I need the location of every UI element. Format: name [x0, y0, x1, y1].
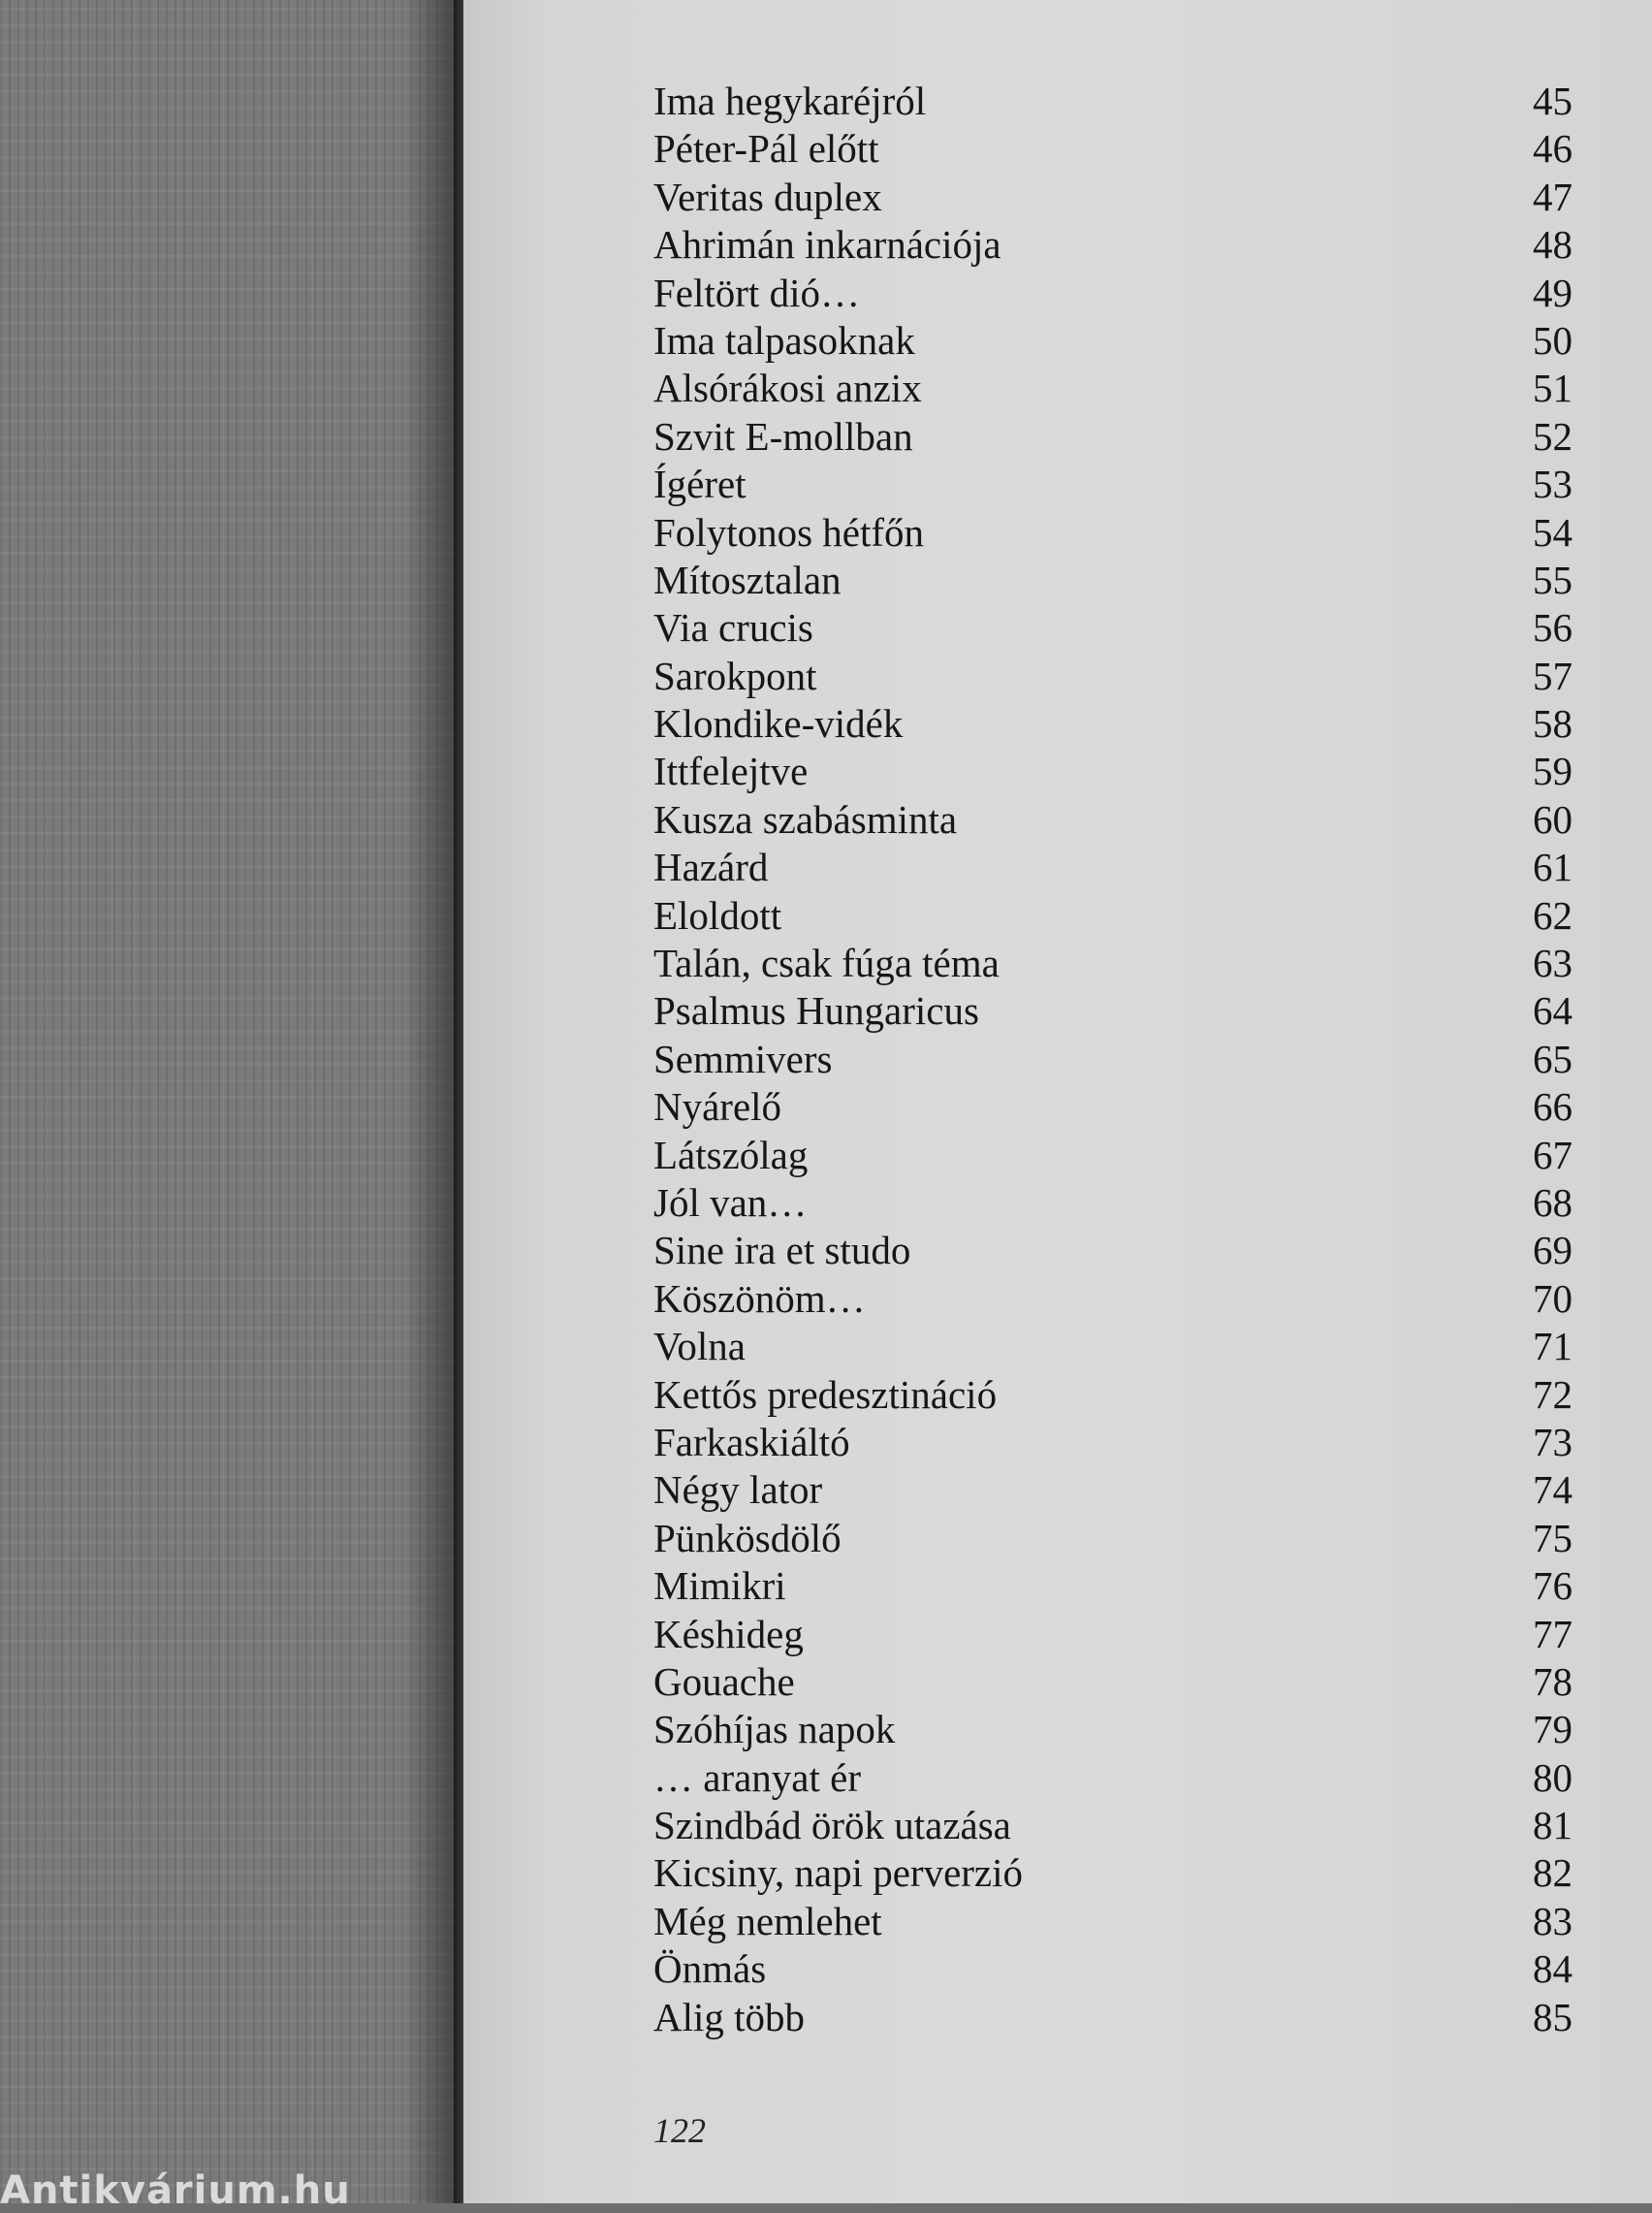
toc-entry — [653, 1179, 1573, 1227]
toc-entry-title: … aranyat ér — [653, 1754, 861, 1800]
toc-entry — [653, 1227, 1573, 1274]
toc-entry-title: Via crucis — [653, 605, 813, 651]
toc-entry — [653, 653, 1573, 700]
toc-entry-page-number: 63 — [1533, 941, 1573, 986]
toc-entry-title: Nyárelő — [653, 1084, 782, 1130]
toc-entry-page-number: 75 — [1533, 1515, 1573, 1560]
toc-entry — [653, 1466, 1573, 1514]
toc-entry — [653, 1036, 1573, 1083]
toc-entry-title: Ígéret — [653, 462, 747, 507]
toc-entry-title: Látszólag — [653, 1132, 809, 1177]
toc-entry-title: Pünkösdölő — [653, 1515, 842, 1560]
toc-entry-title: Még nemlehet — [653, 1898, 882, 1943]
toc-entry-title: Klondike-vidék — [653, 701, 904, 747]
toc-entry-page-number: 68 — [1533, 1179, 1573, 1225]
toc-entry — [653, 940, 1573, 987]
toc-entry-title: Önmás — [653, 1946, 767, 1992]
toc-entry — [653, 1562, 1573, 1610]
table-of-contents — [653, 78, 1573, 2041]
toc-entry-title: Feltört dió… — [653, 270, 860, 315]
toc-entry — [653, 221, 1573, 269]
toc-entry-page-number: 51 — [1533, 366, 1573, 411]
toc-entry — [653, 1994, 1573, 2041]
toc-entry — [653, 796, 1573, 844]
toc-entry-page-number: 78 — [1533, 1658, 1573, 1704]
toc-entry — [653, 270, 1573, 317]
toc-entry-page-number: 64 — [1533, 988, 1573, 1034]
toc-entry — [653, 1275, 1573, 1323]
toc-entry-title: Ima hegykaréjról — [653, 79, 927, 123]
toc-entry — [653, 413, 1573, 461]
toc-entry-title: Ima talpasoknak — [653, 317, 915, 363]
toc-entry — [653, 1658, 1573, 1706]
toc-entry — [653, 987, 1573, 1035]
toc-entry-page-number: 76 — [1533, 1563, 1573, 1609]
toc-entry — [653, 1945, 1573, 1993]
toc-entry — [653, 1898, 1573, 1945]
toc-entry — [653, 1323, 1573, 1370]
toc-entry-page-number: 79 — [1533, 1707, 1573, 1752]
toc-entry-title: Köszönöm… — [653, 1275, 866, 1321]
toc-entry — [653, 1849, 1573, 1897]
toc-entry-title: Sarokpont — [653, 653, 817, 698]
toc-entry-page-number: 55 — [1533, 557, 1573, 602]
toc-entry-title: Volna — [653, 1324, 746, 1369]
toc-entry-title: Kettős predesztináció — [653, 1371, 998, 1417]
toc-entry-page-number: 48 — [1533, 222, 1573, 268]
toc-entry-title: Folytonos hétfőn — [653, 509, 925, 555]
toc-entry-page-number: 83 — [1533, 1898, 1573, 1943]
toc-entry-title: Péter-Pál előtt — [653, 126, 879, 172]
toc-entry-page-number: 59 — [1533, 749, 1573, 794]
toc-entry-page-number: 50 — [1533, 317, 1573, 363]
toc-entry-page-number: 54 — [1533, 509, 1573, 555]
toc-entry-page-number: 69 — [1533, 1228, 1573, 1273]
toc-entry-page-number: 67 — [1533, 1132, 1573, 1177]
toc-entry — [653, 557, 1573, 604]
toc-entry-page-number: 70 — [1533, 1275, 1573, 1321]
watermark: Antikvárium.hu — [0, 2168, 351, 2213]
toc-entry-page-number: 85 — [1533, 1994, 1573, 2039]
toc-entry-title: Veritas duplex — [653, 174, 882, 219]
toc-entry-page-number: 58 — [1533, 701, 1573, 747]
toc-entry-page-number: 80 — [1533, 1754, 1573, 1800]
toc-entry-page-number: 60 — [1533, 796, 1573, 842]
toc-entry-page-number: 73 — [1533, 1419, 1573, 1464]
toc-entry-page-number: 82 — [1533, 1850, 1573, 1896]
toc-entry-title: Eloldott — [653, 892, 782, 938]
toc-entry-title: Szindbád örök utazása — [653, 1803, 1011, 1848]
toc-entry-page-number: 84 — [1533, 1946, 1573, 1992]
toc-entry-title: Szóhíjas napok — [653, 1707, 896, 1752]
toc-entry-title: Késhideg — [653, 1611, 804, 1656]
toc-entry-page-number: 65 — [1533, 1036, 1573, 1081]
toc-entry-title: Négy lator — [653, 1467, 823, 1513]
toc-entry-title: Ittfelejtve — [653, 749, 809, 794]
toc-entry — [653, 1419, 1573, 1466]
toc-entry — [653, 125, 1573, 173]
toc-entry-page-number: 61 — [1533, 845, 1573, 890]
toc-entry-title: Sine ira et studo — [653, 1228, 911, 1273]
toc-entry-title: Semmivers — [653, 1036, 833, 1081]
toc-entry — [653, 174, 1573, 221]
book-page — [463, 0, 1652, 2203]
toc-entry-title: Alig több — [653, 1994, 806, 2039]
toc-entry — [653, 700, 1573, 748]
toc-entry-title: Jól van… — [653, 1179, 808, 1225]
toc-entry — [653, 509, 1573, 557]
toc-entry-title: Mítosztalan — [653, 557, 842, 602]
toc-entry-page-number: 46 — [1533, 126, 1573, 172]
toc-entry — [653, 844, 1573, 891]
toc-entry — [653, 748, 1573, 795]
toc-entry-title: Mimikri — [653, 1563, 786, 1609]
toc-entry — [653, 1515, 1573, 1562]
toc-entry-page-number: 62 — [1533, 892, 1573, 938]
toc-entry-page-number: 52 — [1533, 413, 1573, 459]
toc-entry-title: Ahrimán inkarnációja — [653, 222, 1001, 268]
toc-entry-page-number: 57 — [1533, 653, 1573, 698]
toc-entry — [653, 1132, 1573, 1179]
toc-entry-title: Psalmus Hungaricus — [653, 988, 979, 1034]
toc-entry-page-number: 47 — [1533, 174, 1573, 219]
toc-entry-page-number: 81 — [1533, 1803, 1573, 1848]
toc-entry — [653, 1706, 1573, 1753]
toc-entry — [653, 892, 1573, 940]
toc-entry-title: Szvit E-mollban — [653, 413, 913, 459]
toc-entry-title: Hazárd — [653, 845, 769, 890]
toc-entry-page-number: 77 — [1533, 1611, 1573, 1656]
toc-entry-page-number: 66 — [1533, 1084, 1573, 1130]
page-number: 122 — [653, 2111, 706, 2150]
cover-edge-shadow — [405, 0, 454, 2203]
toc-entry — [653, 1371, 1573, 1419]
toc-entry-title: Gouache — [653, 1658, 795, 1704]
toc-entry — [653, 1802, 1573, 1849]
toc-entry — [653, 365, 1573, 412]
toc-entry-title: Farkaskiáltó — [653, 1419, 850, 1464]
toc-entry-title: Kicsiny, napi perverzió — [653, 1850, 1024, 1896]
toc-entry-page-number: 71 — [1533, 1324, 1573, 1369]
toc-entry — [653, 1611, 1573, 1658]
toc-entry-page-number: 74 — [1533, 1467, 1573, 1513]
toc-entry-page-number: 56 — [1533, 605, 1573, 651]
toc-entry-page-number: 45 — [1533, 79, 1573, 123]
toc-entry — [653, 1083, 1573, 1131]
toc-entry — [653, 461, 1573, 508]
book-cover — [0, 0, 454, 2203]
toc-entry-page-number: 72 — [1533, 1371, 1573, 1417]
toc-entry — [653, 1754, 1573, 1802]
toc-entry-title: Alsórákosi anzix — [653, 366, 922, 411]
toc-entry-title: Kusza szabásminta — [653, 796, 958, 842]
toc-entry-title: Talán, csak fúga téma — [653, 941, 1000, 986]
toc-entry — [653, 317, 1573, 365]
toc-entry-page-number: 49 — [1533, 270, 1573, 315]
toc-entry — [653, 604, 1573, 652]
toc-entry — [653, 78, 1573, 125]
toc-entry-page-number: 53 — [1533, 462, 1573, 507]
spine-shadow — [454, 0, 463, 2203]
